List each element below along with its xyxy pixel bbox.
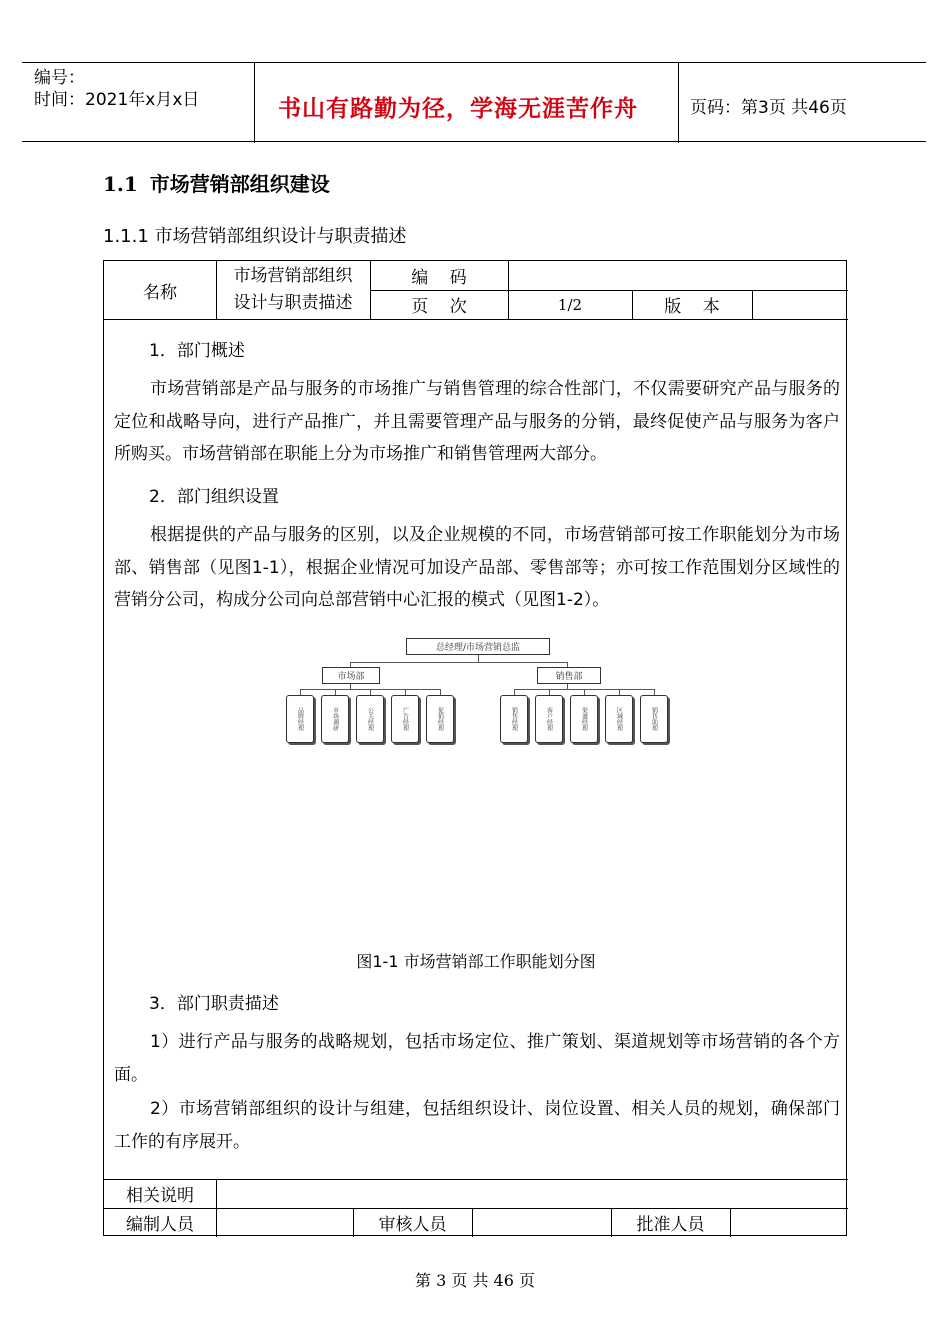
version-label: 版 本	[664, 297, 720, 317]
page-header	[22, 62, 926, 142]
job-description-table	[103, 260, 847, 1236]
org-leaf-box: 客户经理	[535, 695, 563, 743]
org-leaf-box: 渠道经理	[570, 695, 598, 743]
time-label: 时间：2021年x月x日	[34, 90, 200, 110]
author-value	[216, 1208, 353, 1237]
header-divider	[678, 63, 679, 143]
reviewer-value	[472, 1208, 611, 1237]
heading-overview: 1．部门概述	[149, 341, 245, 361]
code-value	[508, 261, 848, 290]
notes-label: 相关说明	[126, 1186, 194, 1206]
approver-value	[730, 1208, 848, 1237]
para-duty-2: 2）市场营销部组织的设计与组建，包括组织设计、岗位设置、相关人员的规划，确保部门工作的有序展开。	[114, 1099, 840, 1152]
header-page-info: 页码：第3页 共46页	[690, 98, 847, 118]
header-meta	[34, 67, 199, 111]
name-value-line1: 市场营销部组织	[233, 266, 353, 286]
version-value	[752, 290, 848, 319]
org-leaf-box: 公关经理	[356, 695, 384, 743]
heading-duties: 3．部门职责描述	[149, 994, 279, 1014]
number-label: 编号：	[34, 68, 85, 88]
page-value: 1/2	[557, 295, 583, 314]
author-label: 编制人员	[126, 1215, 194, 1235]
code-label: 编 码	[411, 268, 467, 288]
org-leaf-box: 销售经理	[500, 695, 528, 743]
org-market-dept-box: 市场部	[322, 667, 380, 684]
approver-label: 批准人员	[636, 1215, 705, 1235]
notes-value	[216, 1179, 848, 1208]
org-leaf-box: 区域经理	[605, 695, 633, 743]
org-leaf-box: 销售助理	[640, 695, 668, 743]
org-leaf-box: 促销经理	[426, 695, 454, 743]
figure-caption: 图1-1 市场营销部工作职能划分图	[356, 952, 596, 971]
page-footer: 第 3 页 共 46 页	[415, 1271, 535, 1290]
para-duty-1: 1）进行产品与服务的战略规划，包括市场定位、推广策划、渠道规划等市场营销的各个方面。	[114, 1032, 840, 1085]
para-org-setup: 根据提供的产品与服务的区别，以及企业规模的不同，市场营销部可按工作职能划分为市场部、销售部（见图1-1），根据企业情况可加设产品部、零售部等；亦可按工作范围划分区域性的营销分公司，构成分公司向总部营销中心汇报的模式（见图1-2）。	[114, 525, 840, 610]
section-heading	[103, 168, 330, 197]
reviewer-label: 审核人员	[378, 1215, 447, 1235]
org-sales-dept-box: 销售部	[537, 667, 601, 684]
page-label: 页 次	[411, 297, 467, 317]
section-number: 1.1	[103, 172, 138, 196]
subsection-heading: 1.1.1 市场营销部组织设计与职责描述	[103, 226, 407, 247]
name-value	[216, 261, 370, 319]
name-label: 名称	[143, 282, 177, 303]
name-value-line2: 设计与职责描述	[233, 293, 353, 313]
org-connector	[350, 662, 567, 663]
heading-org-setup: 2．部门组织设置	[149, 487, 279, 507]
section-title: 市场营销部组织建设	[149, 172, 330, 196]
para-overview: 市场营销部是产品与服务的市场推广与销售管理的综合性部门，不仅需要研究产品与服务的定位和战略导向，进行产品推广，并且需要管理产品与服务的分销，最终促使产品与服务为客户所购买。市场营销部在职能上分为市场推广和销售管理两大部分。	[114, 379, 840, 464]
grid-line	[104, 319, 848, 320]
header-motto: 书山有路勤为径，学海无涯苦作舟	[278, 96, 638, 122]
org-root-box: 总经理/市场营销总监	[406, 638, 550, 655]
org-connector	[478, 655, 479, 662]
org-leaf-box: 市场调研	[321, 695, 349, 743]
header-divider	[254, 63, 255, 143]
org-leaf-box: 品牌经理	[286, 695, 314, 743]
org-leaf-box: 广告经理	[391, 695, 419, 743]
org-chart	[284, 636, 674, 748]
